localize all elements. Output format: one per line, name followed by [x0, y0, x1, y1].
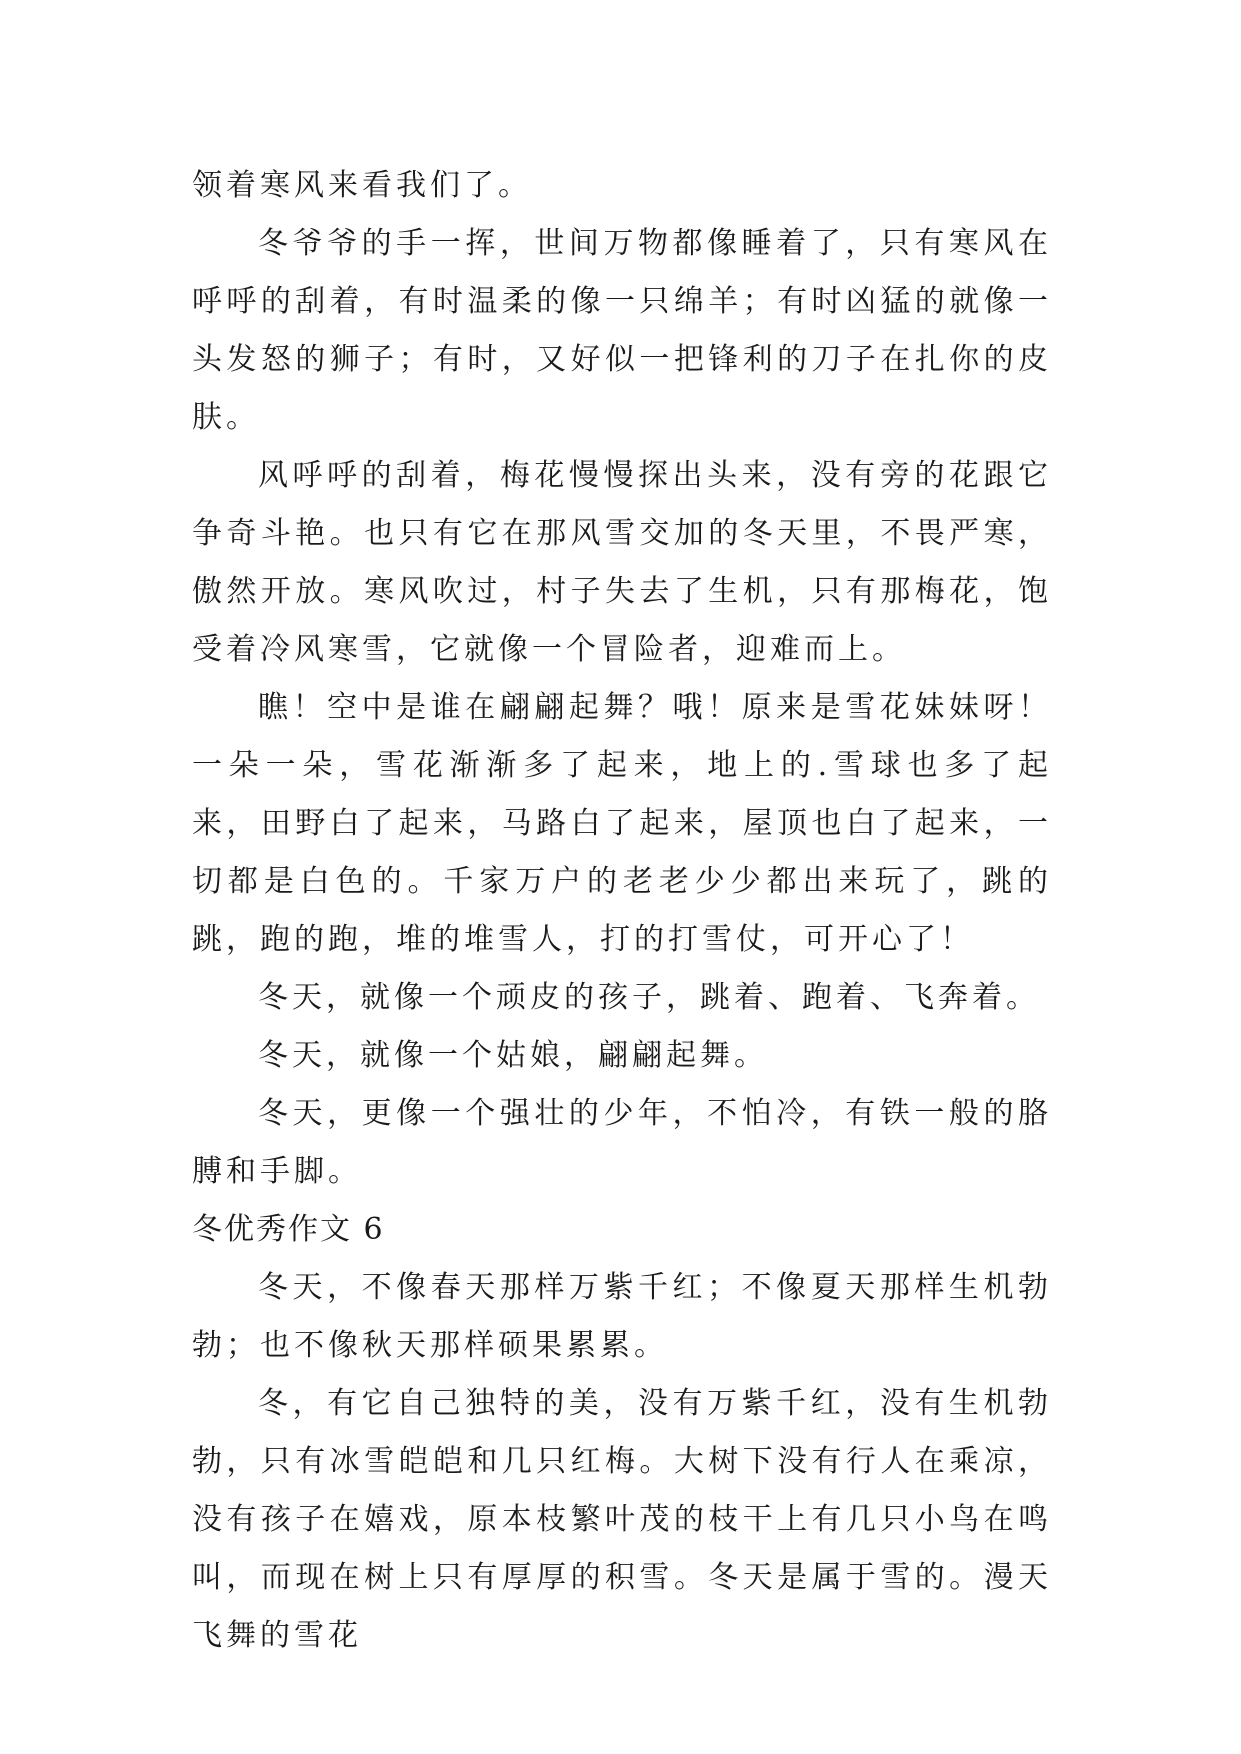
paragraph-5: 冬天，就像一个顽皮的孩子，跳着、跑着、飞奔着。 [258, 980, 1040, 1015]
paragraph-6: 冬天，就像一个姑娘，翩翩起舞。 [258, 1038, 768, 1073]
paragraph-2: 冬爷爷的手一挥，世间万物都像睡着了，只有寒风在呼呼的刮着，有时温柔的像一只绵羊；有时凶猛的就像一头发怒的狮子；有时，又好似一把锋利的刀子在扎你的皮肤。 [192, 226, 1052, 435]
paragraph-8: 冬天，不像春天那样万紫千红；不像夏天那样生机勃勃；也不像秋天那样硕果累累。 [192, 1270, 1052, 1363]
document-body [192, 157, 1052, 1665]
paragraph-7: 冬天，更像一个强壮的少年，不怕冷，有铁一般的胳膊和手脚。 [192, 1096, 1052, 1189]
paragraph-3: 风呼呼的刮着，梅花慢慢探出头来，没有旁的花跟它争奇斗艳。也只有它在那风雪交加的冬天里，不畏严寒，傲然开放。寒风吹过，村子失去了生机，只有那梅花，饱受着冷风寒雪，它就像一个冒险者，迎难而上。 [192, 458, 1052, 667]
paragraph-4: 瞧！空中是谁在翩翩起舞？哦！原来是雪花妹妹呀！一朵一朵，雪花渐渐多了起来，地上的.雪球也多了起来，田野白了起来，马路白了起来，屋顶也白了起来，一切都是白色的。千家万户的老老少少都出来玩了，跳的跳，跑的跑，堆的堆雪人，打的打雪仗，可开心了！ [192, 690, 1052, 957]
paragraph-1: 领着寒风来看我们了。 [192, 168, 532, 203]
paragraph-9: 冬，有它自己独特的美，没有万紫千红，没有生机勃勃，只有冰雪皑皑和几只红梅。大树下没有行人在乘凉，没有孩子在嬉戏，原本枝繁叶茂的枝干上有几只小鸟在鸣叫，而现在树上只有厚厚的积雪。冬天是属于雪的。漫天飞舞的雪花 [192, 1386, 1052, 1653]
section-heading: 冬优秀作文 6 [192, 1212, 385, 1247]
